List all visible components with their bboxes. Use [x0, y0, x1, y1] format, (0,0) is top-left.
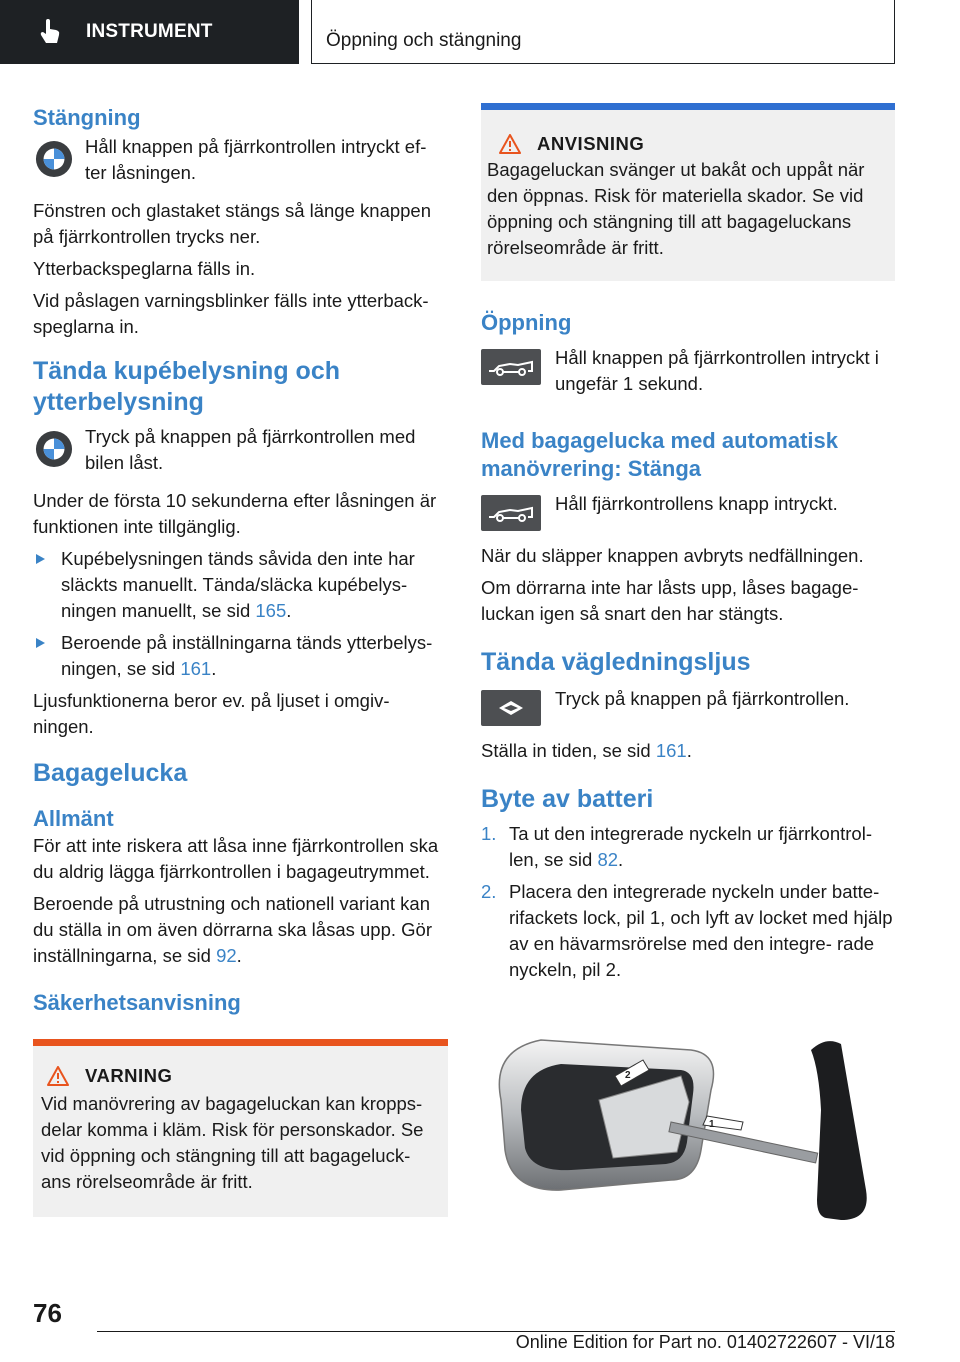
instruction-text: Tryck på knappen på fjärrkontrollen. — [555, 688, 850, 709]
hand-pointer-icon — [36, 18, 64, 46]
heading-byte-av-batteri: Byte av batteri — [481, 785, 654, 813]
heading-sakerhetsanvisning: Säkerhetsanvisning — [33, 990, 241, 1015]
numbered-list — [481, 821, 895, 983]
instruction-oppning — [481, 345, 895, 397]
heading-oppning: Öppning — [481, 310, 572, 335]
paragraph: Beroende på utrustning och nationell variant kan du ställa in om även dörrarna ska låsas upp. Gör inställningarna, se sid 92. — [33, 893, 432, 966]
bmw-key-button-icon — [35, 430, 73, 468]
right-column — [481, 100, 895, 983]
bullet-list — [33, 546, 448, 682]
bmw-key-button-icon — [35, 140, 73, 178]
notice-bar — [481, 103, 895, 110]
heading-automatisk: Med bagagelucka med automatisk manövrering: Stänga — [481, 428, 838, 481]
paragraph: Ställa in tiden, se sid 161. — [481, 740, 692, 761]
step-number: 2. — [481, 881, 497, 902]
paragraph: Ljusfunktionerna beror ev. på ljuset i omgiv‐ ningen. — [33, 690, 390, 737]
page-link[interactable]: 161 — [180, 658, 212, 679]
callout-text: Bagageluckan svänger ut bakåt och uppåt när den öppnas. Risk för materiella skador. Se vid öppning och stängning till att bagageluckans rörelseområde är fritt. — [487, 159, 865, 258]
notice-callout — [481, 103, 895, 281]
paragraph: Fönstren och glastaket stängs så länge knappen på fjärrkontrollen trycks ner. — [33, 200, 432, 247]
page-link[interactable]: 92 — [216, 945, 237, 966]
trunk-button-icon — [481, 349, 541, 385]
paragraph: Under de första 10 sekunderna efter låsningen är funktionen inte tillgänglig. — [33, 490, 437, 537]
heading-stangning: Stängning — [33, 105, 141, 130]
warning-callout — [33, 1039, 448, 1217]
step-number: 1. — [481, 823, 497, 844]
instruction-stangning — [33, 134, 448, 186]
page-link[interactable]: 82 — [597, 849, 619, 870]
paragraph: För att inte riskera att låsa inne fjärrkontrollen ska du aldrig lägga fjärrkontrollen i bagageutrymmet. — [33, 835, 439, 882]
page-link[interactable]: 161 — [655, 740, 687, 761]
instruction-vagledning — [481, 686, 895, 726]
callout-text: Vid manövrering av bagageluckan kan kropps‐ delar komma i kläm. Risk för personskador. Se vid öppning och stängning till att bagageluck‐ ans rörelseområde är fritt. — [41, 1093, 424, 1192]
paragraph: Ytterbackspeglarna fälls in. — [33, 258, 256, 279]
callout-title: ANVISNING — [537, 133, 645, 154]
page-link[interactable]: 165 — [255, 600, 287, 621]
section-tab[interactable] — [0, 0, 299, 64]
warning-triangle-icon — [47, 1066, 69, 1086]
instruction-automatisk — [481, 491, 895, 531]
warning-bar — [33, 1039, 448, 1046]
arrow-2-label: 2 — [625, 1070, 631, 1081]
list-item: 2. Placera den integrerade nyckeln under batte‐ rifackets lock, pil 1, och lyft av locket med hjälp av en hävarmsrörelse med den integre‐ rade nyckeln, pil 2. — [481, 881, 893, 980]
section-label: INSTRUMENT — [86, 21, 213, 42]
page-number: 76 — [33, 1298, 62, 1328]
heading-tanda-belysning: Tända kupébelysning och ytterbelysning — [33, 357, 340, 416]
instruction-text: Tryck på knappen på fjärrkontrollen med bilen låst. — [85, 426, 416, 473]
paragraph: Om dörrarna inte har låsts upp, låses bagage‐ luckan igen så snart den har stängts. — [481, 577, 859, 624]
subheading-allmant: Allmänt — [33, 806, 114, 831]
list-item: Kupébelysningen tänds såvida den inte har släckts manuellt. Tända/släcka kupébelys‐ ningen manuellt, se sid 165. — [33, 546, 448, 624]
trunk-button-icon — [481, 495, 541, 531]
breadcrumb: Öppning och stängning — [311, 0, 895, 64]
paragraph: Vid påslagen varningsblinker fälls inte ytterback‐ speglarna in. — [33, 290, 429, 337]
footer-edition: Online Edition for Part no. 01402722607 - VI/18 — [515, 1332, 895, 1352]
warning-triangle-icon — [499, 134, 521, 154]
callout-title: VARNING — [85, 1065, 173, 1086]
instruction-text: Håll fjärrkontrollens knapp intryckt. — [555, 493, 838, 514]
key-battery-illustration — [481, 1030, 895, 1230]
list-item: 1. Ta ut den integrerade nyckeln ur fjärrkontrol‐ len, se sid 82. — [481, 823, 872, 870]
list-item: Beroende på inställningarna tänds ytterbelys‐ ningen, se sid 161. — [33, 630, 448, 682]
left-column — [33, 100, 448, 1217]
paragraph: När du släpper knappen avbryts nedfällningen. — [481, 545, 864, 566]
light-button-icon — [481, 690, 541, 726]
heading-vagledningsljus: Tända vägledningsljus — [481, 648, 751, 676]
instruction-text: Håll knappen på fjärrkontrollen intryckt i ungefär 1 sekund. — [555, 347, 879, 394]
heading-bagagelucka: Bagagelucka — [33, 759, 188, 787]
instruction-text: Håll knappen på fjärrkontrollen intryckt ef‐ ter låsningen. — [85, 136, 427, 183]
instruction-tanda — [33, 424, 448, 476]
arrow-1-label: 1 — [709, 1119, 715, 1130]
